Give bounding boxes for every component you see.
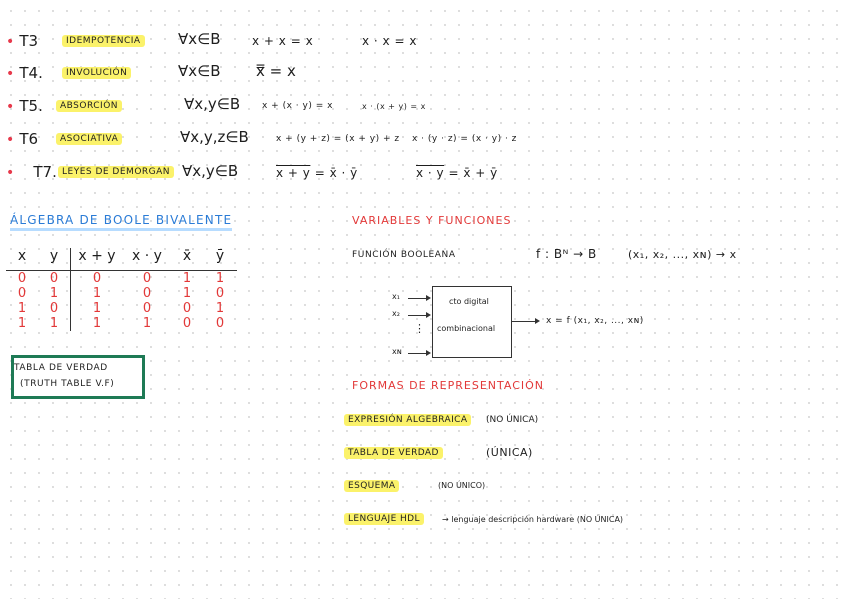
- table-cell: 1: [215, 301, 225, 316]
- theorem-row: [6, 162, 57, 181]
- column-header: x + y: [78, 248, 116, 264]
- theorem-id: T4.: [19, 64, 43, 82]
- table-cell: 0: [142, 271, 152, 286]
- table-cell: 1: [92, 286, 102, 301]
- table-cell: 0: [182, 301, 192, 316]
- table-cell: 0: [215, 286, 225, 301]
- theorem-formula-2: [416, 166, 498, 180]
- table-row: [6, 301, 237, 316]
- theorem-formula-1: x̿ = x: [256, 62, 296, 80]
- formula-rest: = x̄ · ȳ: [310, 166, 358, 180]
- form-name: TABLA DE VERDAD: [344, 447, 443, 459]
- arrow-head-icon: [535, 318, 540, 324]
- theorem-quantifier: ∀x,y∈B: [184, 95, 241, 113]
- table-row: [6, 286, 237, 301]
- input-arrow-line: [408, 315, 428, 316]
- input-arrow-line: [408, 353, 428, 354]
- table-cell: 0: [17, 286, 27, 301]
- theorem-name: ASOCIATIVA: [56, 133, 122, 145]
- truth-table-label: TABLA DE VERDAD: [14, 363, 108, 373]
- theorem-formula-1: x + (y + z) = (x + y) + z: [276, 134, 400, 144]
- negated-expression: x · y: [416, 166, 445, 180]
- bullet-icon: •: [6, 132, 15, 148]
- theorem-formula-1: [276, 166, 358, 180]
- theorem-name: LEYES DE DEMORGAN: [58, 166, 174, 178]
- theorem-formula-1: x + x = x: [252, 34, 314, 48]
- form-note: (NO ÚNICO): [438, 481, 486, 490]
- bullet-icon: •: [6, 66, 15, 82]
- table-cell: 0: [92, 271, 102, 286]
- truth-table-label-box: [11, 355, 145, 399]
- theorem-id: T3: [19, 32, 39, 50]
- form-note: (ÚNICA): [486, 446, 533, 459]
- arrow-head-icon: [426, 295, 431, 301]
- bullet-icon: •: [6, 34, 15, 50]
- form-name: LENGUAJE HDL: [344, 513, 424, 525]
- table-cell: 1: [92, 316, 102, 331]
- theorem-row: [6, 96, 43, 115]
- input-ellipsis: ⋮: [414, 322, 425, 335]
- form-name: ESQUEMA: [344, 480, 399, 492]
- theorem-formula-2: x · x = x: [362, 34, 417, 48]
- theorem-quantifier: ∀x,y,z∈B: [180, 128, 249, 146]
- table-cell: 0: [38, 271, 71, 287]
- theorem-formula-1: x + (x · y) = x: [262, 101, 333, 111]
- form-note: → lenguaje descripción hardware (NO ÚNICA): [442, 515, 624, 524]
- table-row: [6, 316, 237, 331]
- circuit-label-bottom: combinacional: [437, 324, 496, 333]
- theorem-formula-2: x · (y · z) = (x · y) · z: [412, 134, 517, 144]
- theorem-formula-2: x · (x + y) = x: [362, 102, 426, 111]
- table-cell: 1: [142, 316, 152, 331]
- table-cell: 0: [38, 301, 71, 316]
- column-header: ȳ: [215, 248, 225, 264]
- formula-rest: = x̄ + ȳ: [444, 166, 498, 180]
- function-label: FUNCIÓN BOOLEANA: [352, 250, 456, 260]
- theorem-row: [6, 63, 43, 82]
- table-row: [6, 271, 237, 287]
- table-cell: 1: [182, 286, 192, 301]
- table-cell: 0: [17, 271, 27, 286]
- bullet-icon: •: [6, 99, 15, 115]
- truth-table: [6, 248, 237, 331]
- bullet-icon: •: [6, 165, 15, 181]
- table-cell: 1: [17, 301, 27, 316]
- theorem-id: T7.: [33, 163, 57, 181]
- input-label: x₂: [392, 309, 400, 318]
- theorem-row: [6, 31, 38, 50]
- input-label: x₁: [392, 292, 400, 301]
- truth-table-label-en: (TRUTH TABLE V.F): [20, 379, 115, 389]
- column-header: y: [38, 248, 71, 271]
- table-cell: 1: [215, 271, 225, 286]
- column-header: x: [17, 248, 27, 264]
- column-header: x̄: [182, 248, 192, 264]
- input-arrow-line: [408, 298, 428, 299]
- section-title-forms: FORMAS DE REPRESENTACIÓN: [352, 379, 545, 392]
- table-cell: 1: [182, 271, 192, 286]
- truth-table-grid: [6, 248, 237, 331]
- section-title-variables: VARIABLES Y FUNCIONES: [352, 214, 512, 227]
- theorem-name: INVOLUCIÓN: [62, 67, 131, 79]
- output-arrow-line: [511, 321, 537, 322]
- form-name: EXPRESIÓN ALGEBRAICA: [344, 414, 471, 426]
- form-note: (NO ÚNICA): [486, 415, 539, 425]
- output-expression: x = f (x₁, x₂, ..., xɴ): [546, 316, 644, 326]
- table-cell: 0: [142, 301, 152, 316]
- table-header-row: [6, 248, 237, 271]
- theorem-id: T6: [19, 130, 39, 148]
- theorem-quantifier: ∀x∈B: [178, 30, 221, 48]
- theorem-name: IDEMPOTENCIA: [62, 35, 145, 47]
- table-cell: 0: [142, 286, 152, 301]
- arrow-head-icon: [426, 350, 431, 356]
- theorem-quantifier: ∀x,y∈B: [182, 162, 239, 180]
- table-cell: 1: [38, 316, 71, 331]
- table-cell: 1: [92, 301, 102, 316]
- function-definition: f : Bᴺ → B: [536, 247, 597, 261]
- circuit-label-top: cto digital: [449, 297, 489, 306]
- section-title-algebra: ÁLGEBRA DE BOOLE BIVALENTE: [10, 213, 232, 231]
- table-cell: 1: [38, 286, 71, 301]
- input-label: xɴ: [392, 347, 402, 356]
- arrow-head-icon: [426, 312, 431, 318]
- theorem-row: [6, 129, 38, 148]
- circuit-box: [432, 286, 512, 358]
- function-mapping: (x₁, x₂, ..., xɴ) → x: [628, 248, 737, 261]
- table-cell: 0: [182, 316, 192, 331]
- negated-expression: x + y: [276, 166, 311, 180]
- theorem-name: ABSORCIÓN: [56, 100, 122, 112]
- table-cell: 1: [17, 316, 27, 331]
- table-cell: 0: [215, 316, 225, 331]
- column-header: x · y: [132, 248, 162, 264]
- theorem-quantifier: ∀x∈B: [178, 62, 221, 80]
- theorem-id: T5.: [19, 97, 43, 115]
